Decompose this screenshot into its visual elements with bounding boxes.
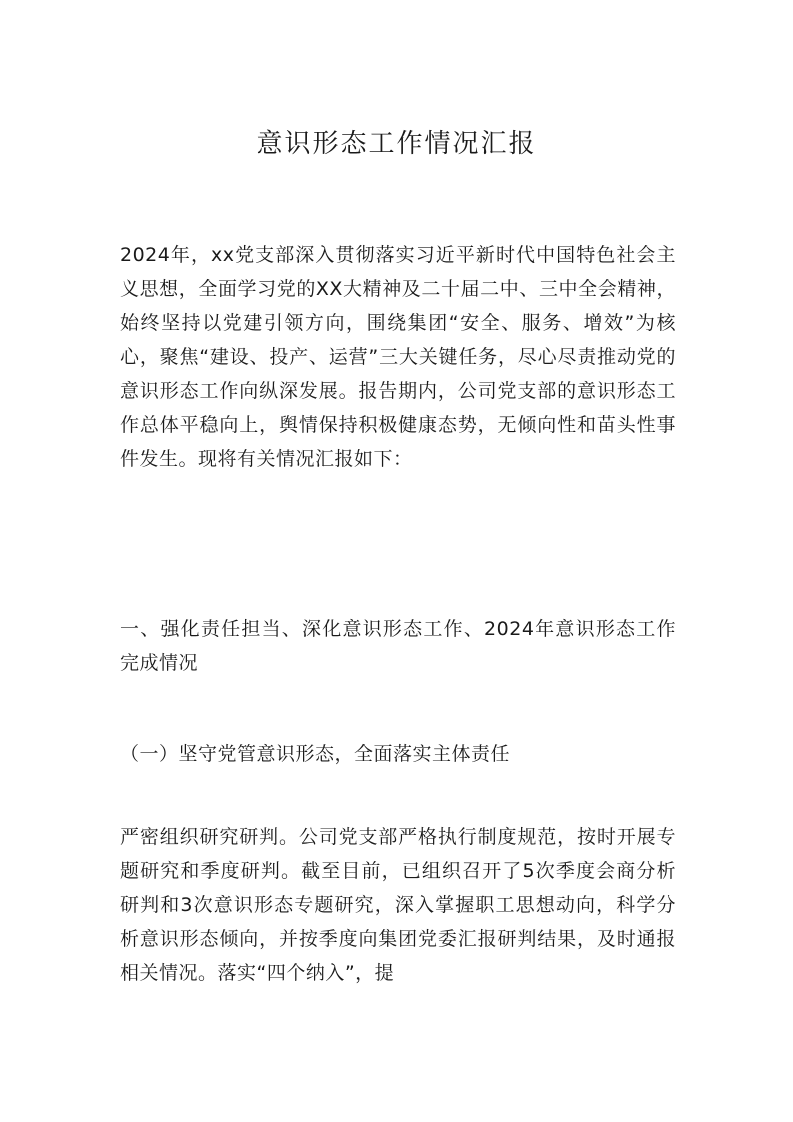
section-heading: 一、强化责任担当、深化意识形态工作、2024年意识形态工作完成情况 <box>120 618 676 674</box>
subsection-heading: （一）坚守党管意识形态，全面落实主体责任 <box>120 743 511 765</box>
body-paragraph: 严密组织研究研判。公司党支部严格执行制度规范，按时开展专题研究和季度研判。截至目前，已组织召开了5次季度会商分析研判和3次意识形态专题研究，深入掌握职工思想动向，科学分析意识形态倾向，并按季度向集团党委汇报研判结果，及时通报相关情况。落实“四个纳入”，提 <box>120 826 676 984</box>
document-title: 意识形态工作情况汇报 <box>256 129 537 159</box>
intro-paragraph: 2024年，xx党支部深入贯彻落实习近平新时代中国特色社会主义思想，全面学习党的XX大精神及二十届二中、三中全会精神，始终坚持以党建引领方向，围绕集团“安全、服务、增效”为核心，聚焦“建设、投产、运营”三大关键任务，尽心尽责推动党的意识形态工作向纵深发展。报告期内，公司党支部的意识形态工作总体平稳向上，舆情保持积极健康态势，无倾向性和苗头性事件发生。现将有关情况汇报如下： <box>120 244 676 470</box>
